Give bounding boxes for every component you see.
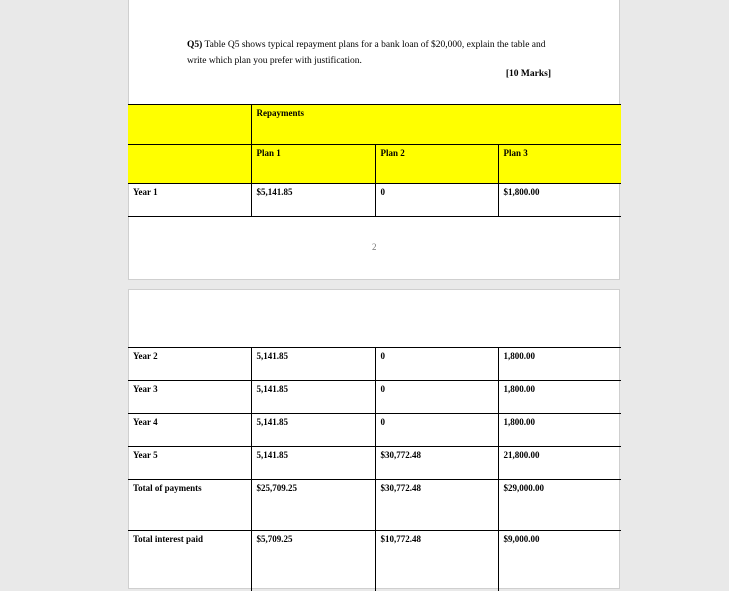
plan-3-value: $29,000.00 (498, 480, 621, 531)
plan-3-value: $1,800.00 (498, 184, 621, 217)
plan-2-value: 0 (375, 381, 498, 414)
question-paragraph (187, 37, 567, 69)
plan-2-value: $10,772.48 (375, 531, 498, 591)
table-row (128, 184, 621, 217)
plan-header-row (128, 145, 621, 184)
repayment-table-part-2 (128, 347, 621, 591)
plan-3-value: 21,800.00 (498, 447, 621, 480)
table-row (128, 480, 621, 531)
plan-1-value: $5,141.85 (251, 184, 375, 217)
plan-3-value: 1,800.00 (498, 414, 621, 447)
table-row (128, 381, 621, 414)
plan-3-value: $9,000.00 (498, 531, 621, 591)
plan-2-value: 0 (375, 414, 498, 447)
plan-3-value: 1,800.00 (498, 348, 621, 381)
plan-1-header: Plan 1 (251, 145, 375, 184)
table-row (128, 414, 621, 447)
table-cell-empty (128, 105, 251, 145)
table-header-row (128, 105, 621, 145)
plan-2-value: 0 (375, 348, 498, 381)
repayment-table-part-1 (128, 104, 621, 217)
plan-1-value: $25,709.25 (251, 480, 375, 531)
question-number: Q5) (187, 40, 203, 50)
plan-1-value: 5,141.85 (251, 447, 375, 480)
table-row (128, 447, 621, 480)
question-text: Table Q5 shows typical repayment plans for a bank loan of $20,000, explain the table and write which plan you prefer with justification. (187, 40, 546, 66)
row-label: Year 3 (128, 381, 251, 414)
plan-1-value: 5,141.85 (251, 381, 375, 414)
row-label: Year 1 (128, 184, 251, 217)
plan-2-value: $30,772.48 (375, 480, 498, 531)
document-page-1 (128, 0, 620, 280)
row-label: Year 4 (128, 414, 251, 447)
table-row (128, 531, 621, 591)
row-label: Year 5 (128, 447, 251, 480)
marks-label: [10 Marks] (505, 69, 551, 79)
plan-3-value: 1,800.00 (498, 381, 621, 414)
repayments-header: Repayments (251, 105, 621, 145)
row-label: Year 2 (128, 348, 251, 381)
page-number: 2 (372, 242, 377, 252)
plan-2-header: Plan 2 (375, 145, 498, 184)
table-cell-empty (128, 145, 251, 184)
plan-1-value: 5,141.85 (251, 414, 375, 447)
row-label: Total interest paid (128, 531, 251, 591)
row-label: Total of payments (128, 480, 251, 531)
plan-1-value: 5,141.85 (251, 348, 375, 381)
plan-2-value: $30,772.48 (375, 447, 498, 480)
table-row (128, 348, 621, 381)
document-page-2 (128, 289, 620, 589)
plan-2-value: 0 (375, 184, 498, 217)
plan-3-header: Plan 3 (498, 145, 621, 184)
plan-1-value: $5,709.25 (251, 531, 375, 591)
